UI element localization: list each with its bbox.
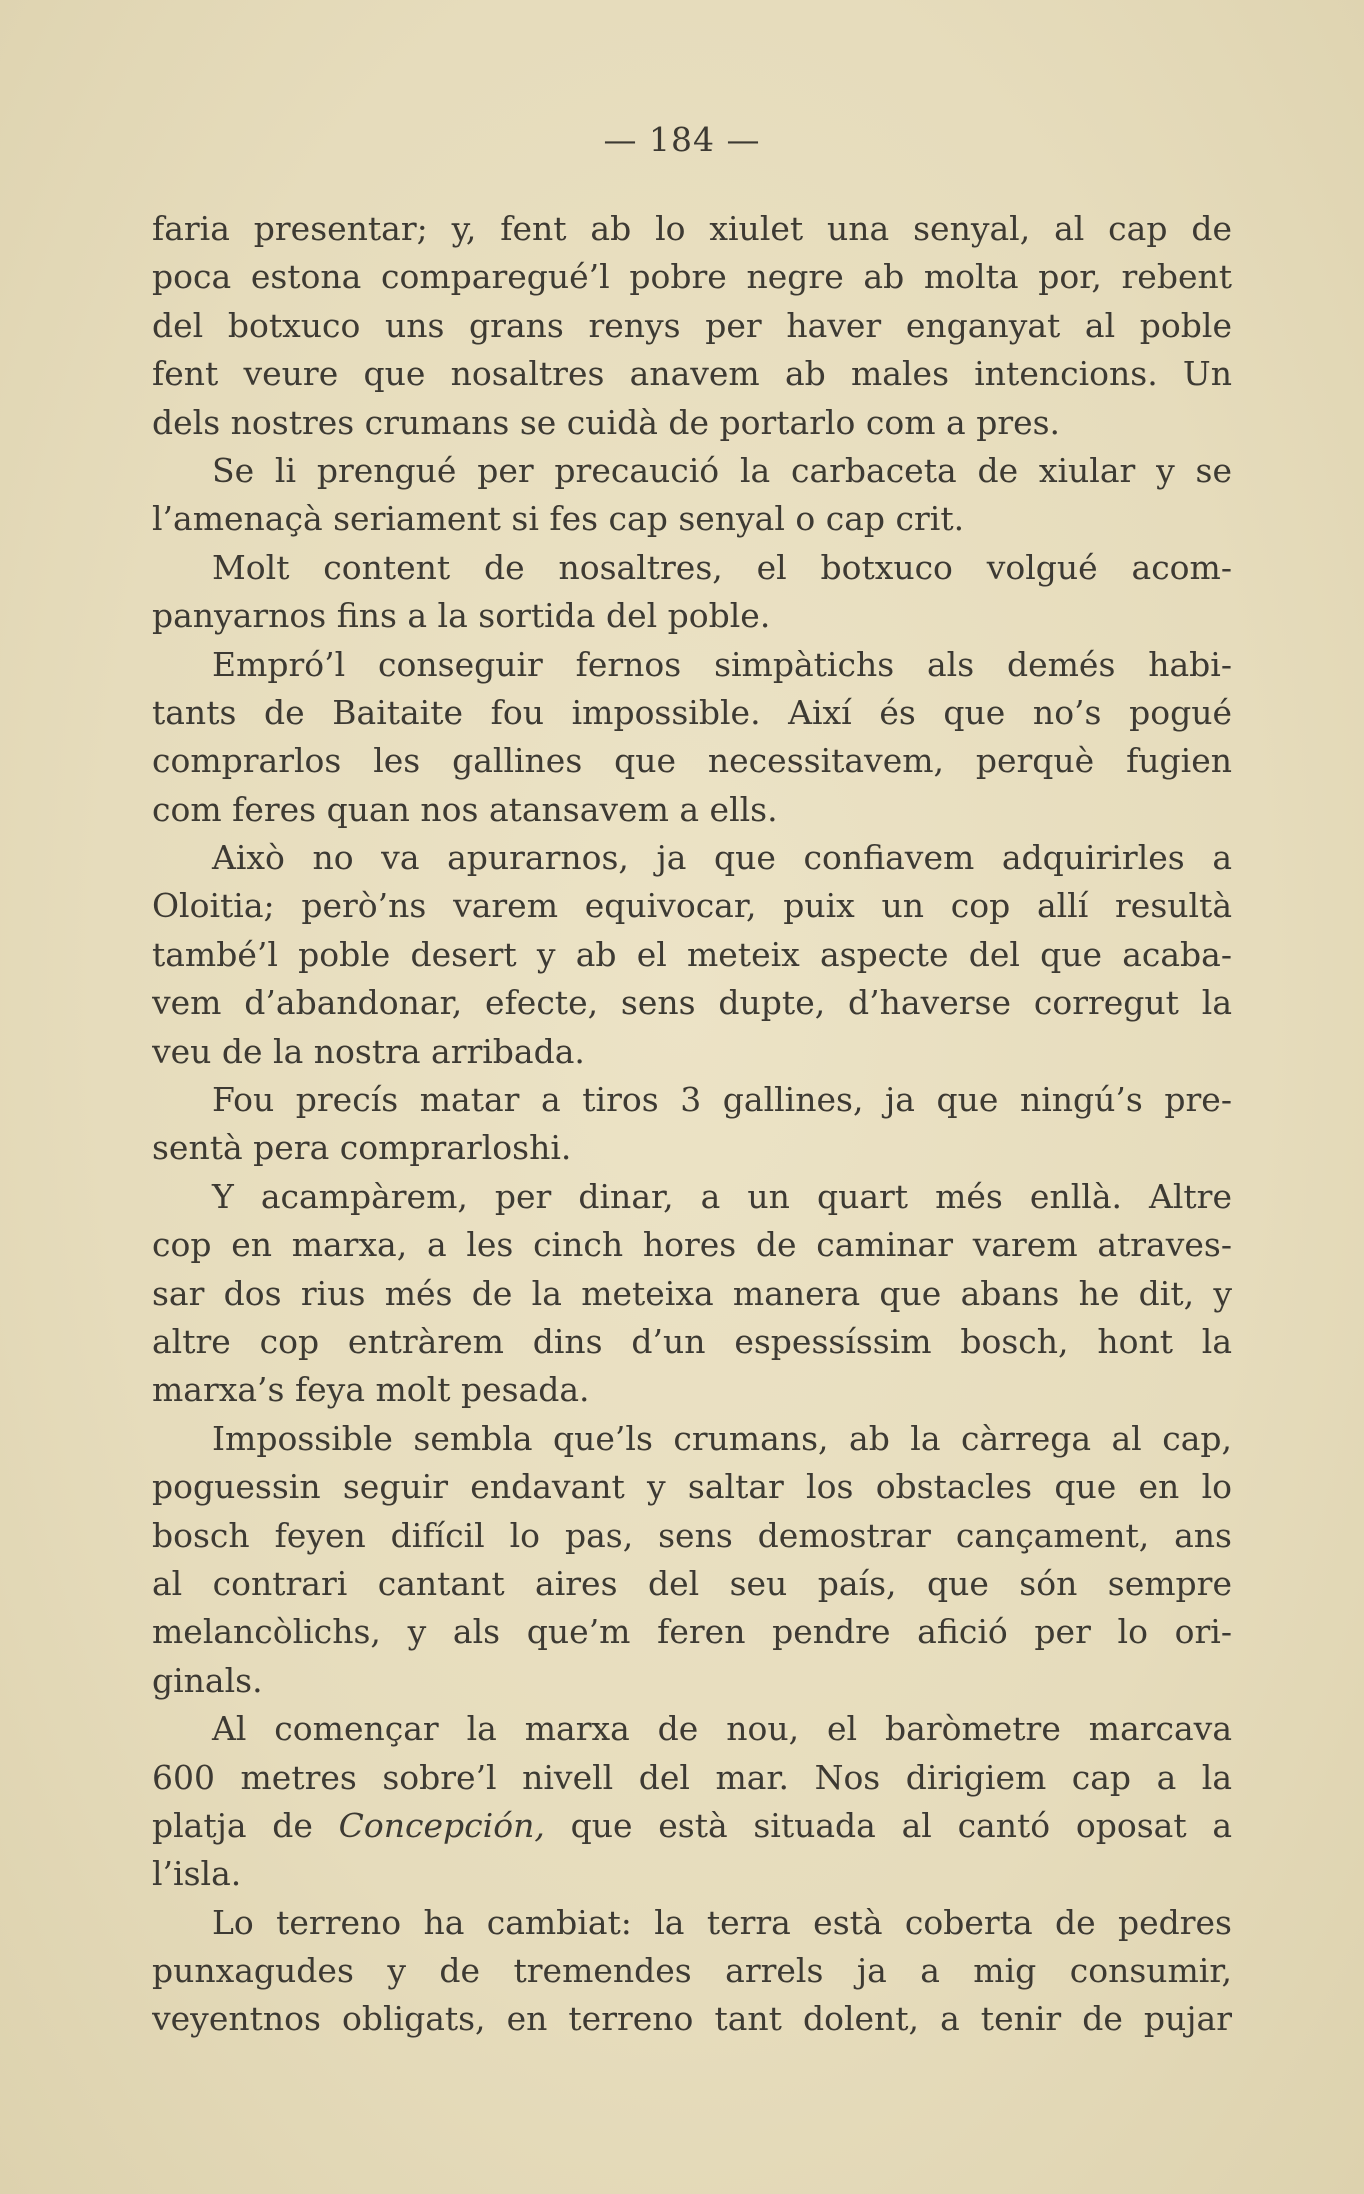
text-line: Molt content de nosaltres, el botxuco volgué acom-: [212, 547, 1232, 587]
text-line: Lo terreno ha cambiat: la terra està coberta de pedres: [212, 1902, 1232, 1942]
text-line: al contrari cantant aires del seu país, que són sempre: [152, 1563, 1232, 1603]
text-line: Fou precís matar a tiros 3 gallines, ja que ningú’s pre-: [212, 1080, 1232, 1120]
italic-place-name: Concepción,: [338, 1805, 545, 1845]
text-line: [152, 1802, 1232, 1850]
text-line: bosch feyen difícil lo pas, sens demostrar cançament, ans: [152, 1515, 1232, 1555]
text-line: veyentnos obligats, en terreno tant dolent, a tenir de pujar: [152, 1999, 1232, 2039]
text-line: fent veure que nosaltres anavem ab males intencions. Un: [152, 354, 1232, 394]
text-line: també’l poble desert y ab el meteix aspecte del que acaba-: [152, 934, 1232, 974]
text-line: comprarlos les gallines que necessitavem, perquè fugien: [152, 741, 1232, 781]
text-line: Y acampàrem, per dinar, a un quart més enllà. Altre: [212, 1176, 1232, 1216]
text-line: l’amenaçà seriament si fes cap senyal o cap crit.: [152, 499, 965, 539]
text-line: faria presentar; y, fent ab lo xiulet una senyal, al cap de: [152, 209, 1232, 248]
text-line: Empró’l conseguir fernos simpàtichs als demés habi-: [212, 644, 1232, 684]
text-run: platja de: [152, 1805, 339, 1845]
text-line: panyarnos fins a la sortida del poble.: [152, 596, 771, 636]
text-line: sar dos rius més de la meteixa manera que abans he dit, y: [152, 1273, 1232, 1313]
text-line: del botxuco uns grans renys per haver enganyat al poble: [152, 305, 1232, 345]
text-line: poguessin seguir endavant y saltar los obstacles que en lo: [152, 1467, 1232, 1507]
text-line: Això no va apurarnos, ja que confiavem adquirirles a: [212, 838, 1232, 878]
text-line: sentà pera comprarloshi.: [152, 1128, 572, 1168]
text-line: tants de Baitaite fou impossible. Així és que no’s pogué: [152, 692, 1232, 732]
text-line: marxa’s feya molt pesada.: [152, 1370, 590, 1410]
text-line: altre cop entràrem dins d’un espessíssim bosch, hont la: [152, 1321, 1232, 1361]
text-line: dels nostres crumans se cuidà de portarlo com a pres.: [152, 402, 1061, 442]
page-number: — 184 —: [603, 120, 761, 159]
text-line: punxagudes y de tremendes arrels ja a mig consumir,: [152, 1951, 1232, 1991]
text-line: ginals.: [152, 1660, 263, 1700]
text-line: poca estona comparegué’l pobre negre ab molta por, rebent: [152, 257, 1232, 297]
text-line: Impossible sembla que’ls crumans, ab la càrrega al cap,: [212, 1418, 1232, 1458]
text-line: Se li prengué per precaució la carbaceta de xiular y se: [212, 450, 1232, 490]
body-text: [152, 205, 1232, 2044]
text-line: com feres quan nos atansavem a ells.: [152, 789, 778, 829]
text-line: veu de la nostra arribada.: [152, 1031, 585, 1071]
text-line: Al començar la marxa de nou, el baròmetre marcava: [212, 1709, 1232, 1749]
text-line: Oloitia; però’ns varem equivocar, puix un cop allí resultà: [152, 886, 1232, 926]
text-line: 600 metres sobre’l nivell del mar. Nos dirigiem cap a la: [152, 1757, 1232, 1797]
text-line: melancòlichs, y als que’m feren pendre afició per lo ori-: [152, 1612, 1232, 1652]
text-line: l’isla.: [152, 1854, 242, 1894]
text-line: vem d’abandonar, efecte, sens dupte, d’haverse corregut la: [152, 983, 1232, 1023]
text-run: que està situada al cantó oposat a: [544, 1805, 1232, 1845]
text-line: cop en marxa, a les cinch hores de caminar varem atraves-: [152, 1225, 1232, 1265]
